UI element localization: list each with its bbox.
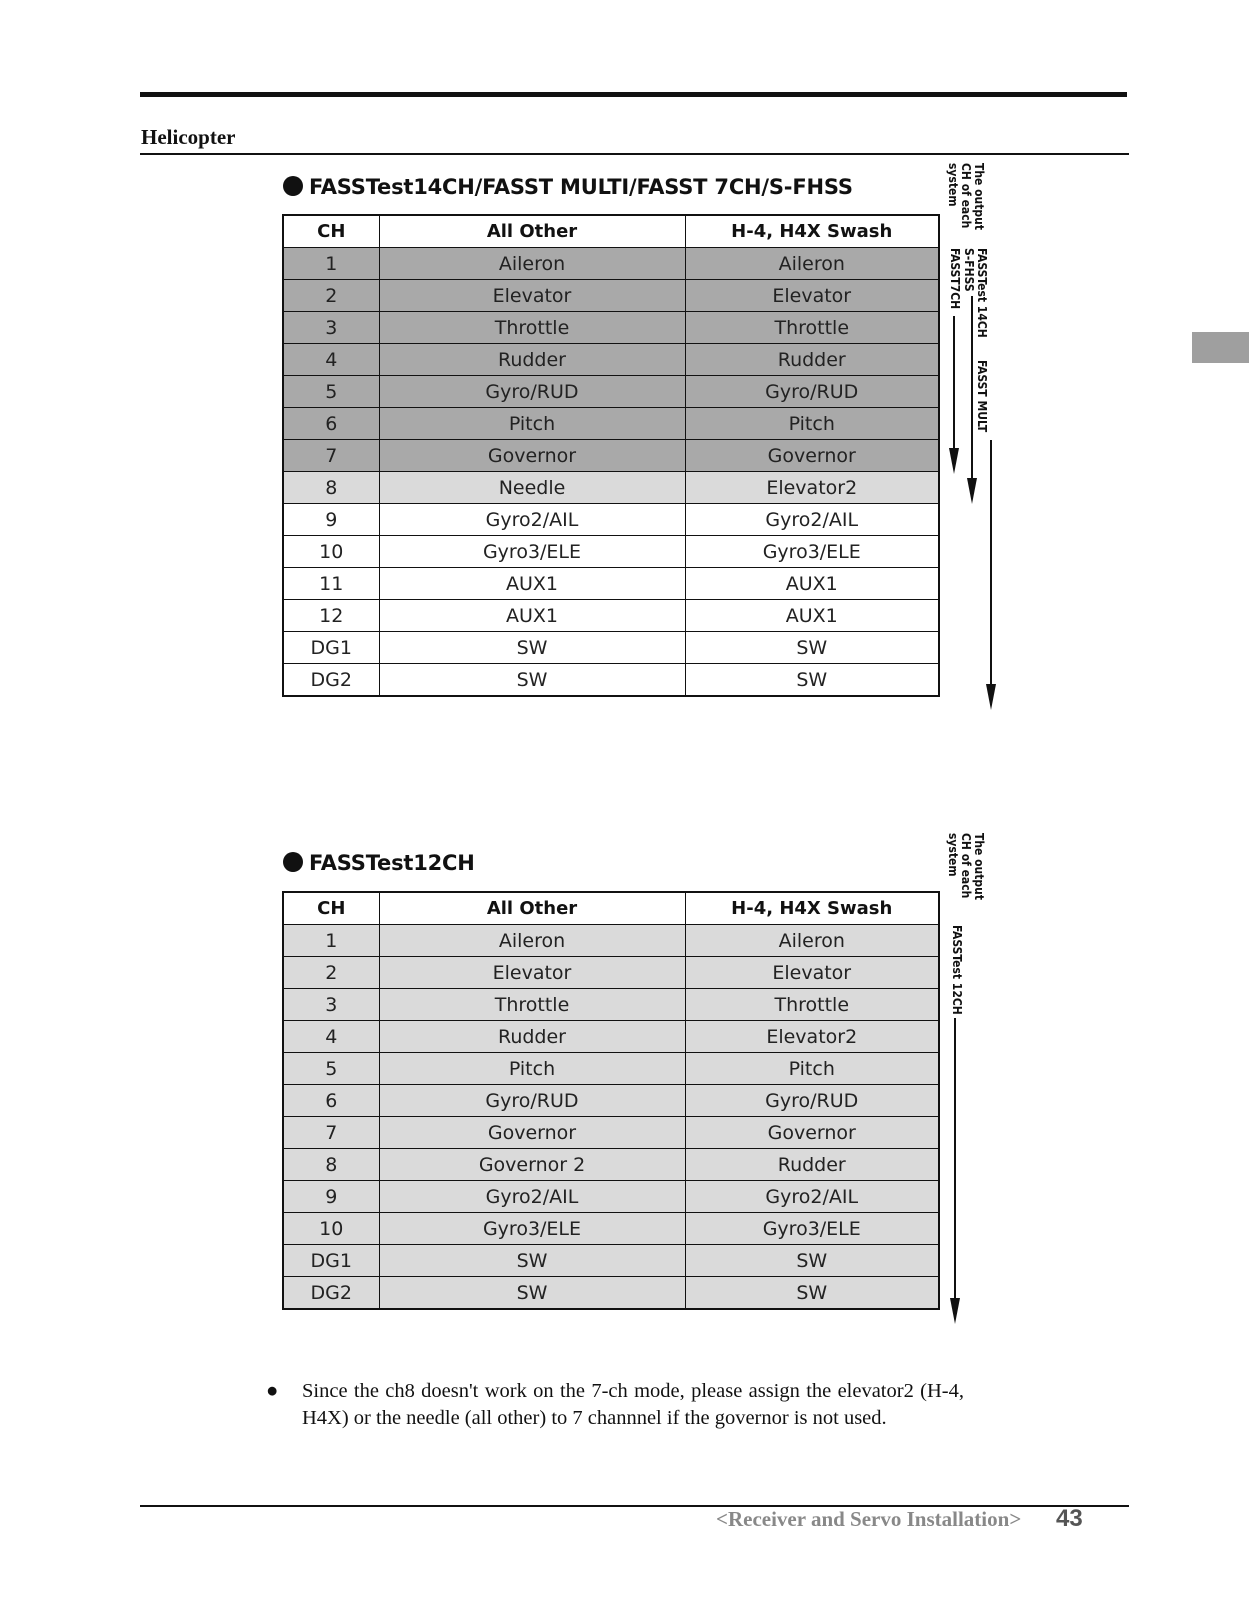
- cell-all-other: AUX1: [379, 600, 685, 632]
- cell-ch: 6: [283, 408, 379, 440]
- table-row: [283, 408, 939, 440]
- cell-ch: DG2: [283, 664, 379, 697]
- cell-all-other: Throttle: [379, 989, 685, 1021]
- table-row: [283, 536, 939, 568]
- cell-ch: 8: [283, 472, 379, 504]
- cell-all-other: Aileron: [379, 248, 685, 280]
- table-row: [283, 1181, 939, 1213]
- header-h4-swash: H-4, H4X Swash: [685, 215, 939, 248]
- cell-h4-swash: Throttle: [685, 312, 939, 344]
- cell-all-other: Rudder: [379, 344, 685, 376]
- table-row: [283, 568, 939, 600]
- table-row: [283, 632, 939, 664]
- note-bullet-icon: ●: [266, 1380, 279, 1402]
- fasstest12ch-arrow-icon: [950, 1298, 960, 1324]
- cell-all-other: Pitch: [379, 1053, 685, 1085]
- cell-h4-swash: Pitch: [685, 408, 939, 440]
- cell-ch: DG2: [283, 1277, 379, 1310]
- caption-line-1: The output: [972, 163, 986, 230]
- cell-all-other: Governor: [379, 1117, 685, 1149]
- table-row: [283, 1277, 939, 1310]
- table2: [282, 891, 940, 1310]
- cell-h4-swash: Elevator: [685, 280, 939, 312]
- cell-h4-swash: Elevator2: [685, 1021, 939, 1053]
- section-rule: [140, 153, 1129, 155]
- bullet-icon: [283, 176, 303, 196]
- cell-ch: DG1: [283, 632, 379, 664]
- table2-side-caption: [946, 833, 985, 900]
- cell-h4-swash: AUX1: [685, 600, 939, 632]
- cell-h4-swash: Governor: [685, 1117, 939, 1149]
- caption-line-3: system: [946, 833, 960, 877]
- table-row: [283, 312, 939, 344]
- table-row: [283, 1053, 939, 1085]
- table-header-row: [283, 892, 939, 925]
- cell-ch: 2: [283, 957, 379, 989]
- table-row: [283, 925, 939, 957]
- cell-ch: 4: [283, 344, 379, 376]
- table-row: [283, 664, 939, 697]
- fasst7ch-arrow-icon: [949, 448, 959, 474]
- cell-h4-swash: SW: [685, 632, 939, 664]
- cell-ch: 12: [283, 600, 379, 632]
- cell-h4-swash: Rudder: [685, 1149, 939, 1181]
- cell-h4-swash: Aileron: [685, 248, 939, 280]
- header-h4-swash: H-4, H4X Swash: [685, 892, 939, 925]
- cell-ch: 6: [283, 1085, 379, 1117]
- cell-all-other: Gyro3/ELE: [379, 536, 685, 568]
- cell-ch: 3: [283, 312, 379, 344]
- cell-all-other: Governor: [379, 440, 685, 472]
- cell-h4-swash: Elevator: [685, 957, 939, 989]
- cell-all-other: Gyro/RUD: [379, 376, 685, 408]
- cell-all-other: Gyro3/ELE: [379, 1213, 685, 1245]
- cell-ch: 11: [283, 568, 379, 600]
- cell-h4-swash: SW: [685, 664, 939, 697]
- header-ch: CH: [283, 892, 379, 925]
- cell-h4-swash: Gyro/RUD: [685, 376, 939, 408]
- cell-all-other: Rudder: [379, 1021, 685, 1053]
- cell-ch: 10: [283, 1213, 379, 1245]
- cell-all-other: Gyro2/AIL: [379, 1181, 685, 1213]
- cell-all-other: Gyro/RUD: [379, 1085, 685, 1117]
- cell-h4-swash: Aileron: [685, 925, 939, 957]
- cell-h4-swash: Gyro3/ELE: [685, 536, 939, 568]
- header-all-other: All Other: [379, 892, 685, 925]
- fasstest14ch-arrow-icon: [986, 684, 996, 710]
- table-row: [283, 1085, 939, 1117]
- cell-all-other: AUX1: [379, 568, 685, 600]
- table-row: [283, 957, 939, 989]
- cell-ch: 9: [283, 504, 379, 536]
- table-row: [283, 1117, 939, 1149]
- note-text: Since the ch8 doesn't work on the 7-ch mode, please assign the elevator2 (H-4, H4X) or the needle (all other) to 7 channnel if the governor is not used.: [302, 1380, 964, 1429]
- cell-h4-swash: Gyro2/AIL: [685, 1181, 939, 1213]
- cell-h4-swash: Gyro/RUD: [685, 1085, 939, 1117]
- cell-all-other: SW: [379, 1277, 685, 1310]
- cell-h4-swash: Throttle: [685, 989, 939, 1021]
- side-tab-marker: [1192, 332, 1249, 363]
- cell-ch: 5: [283, 376, 379, 408]
- cell-all-other: Elevator: [379, 957, 685, 989]
- cell-ch: 7: [283, 1117, 379, 1149]
- cell-ch: 3: [283, 989, 379, 1021]
- table1-side-caption: [946, 163, 985, 230]
- table-row: [283, 248, 939, 280]
- bullet-icon: [283, 852, 303, 872]
- cell-h4-swash: AUX1: [685, 568, 939, 600]
- system-label-s-fhss: S-FHSS: [962, 248, 976, 292]
- table-row: [283, 989, 939, 1021]
- cell-ch: 5: [283, 1053, 379, 1085]
- cell-h4-swash: Gyro2/AIL: [685, 504, 939, 536]
- cell-ch: 1: [283, 248, 379, 280]
- table-row: [283, 600, 939, 632]
- note-paragraph: [266, 1378, 964, 1432]
- table1-heading: [283, 175, 853, 199]
- fasst7ch-range-line: [953, 316, 955, 456]
- cell-ch: 10: [283, 536, 379, 568]
- table-header-row: [283, 215, 939, 248]
- cell-all-other: SW: [379, 664, 685, 697]
- table-row: [283, 376, 939, 408]
- table-row: [283, 1021, 939, 1053]
- table2-heading: [283, 851, 475, 875]
- cell-all-other: Gyro2/AIL: [379, 504, 685, 536]
- cell-ch: 9: [283, 1181, 379, 1213]
- fasstest12ch-range-line: [954, 1018, 956, 1304]
- top-rule: [140, 92, 1127, 97]
- cell-all-other: SW: [379, 632, 685, 664]
- table2-heading-text: FASSTest12CH: [309, 851, 475, 875]
- cell-ch: 7: [283, 440, 379, 472]
- cell-h4-swash: SW: [685, 1245, 939, 1277]
- cell-h4-swash: Pitch: [685, 1053, 939, 1085]
- cell-h4-swash: Governor: [685, 440, 939, 472]
- table1: [282, 214, 940, 697]
- cell-all-other: Aileron: [379, 925, 685, 957]
- cell-h4-swash: Rudder: [685, 344, 939, 376]
- sfhss-arrow-icon: [967, 478, 977, 504]
- system-label-fasstest12ch: FASSTest 12CH: [950, 925, 964, 1015]
- table-row: [283, 440, 939, 472]
- caption-line-2: CH of each: [959, 163, 973, 229]
- caption-line-2: CH of each: [959, 833, 973, 899]
- caption-line-3: system: [946, 163, 960, 207]
- table-row: [283, 1149, 939, 1181]
- cell-ch: 2: [283, 280, 379, 312]
- footer-section-name: <Receiver and Servo Installation>: [716, 1507, 1022, 1531]
- header-ch: CH: [283, 215, 379, 248]
- cell-all-other: Needle: [379, 472, 685, 504]
- fasstest14ch-range-line: [990, 440, 992, 690]
- table-row: [283, 1213, 939, 1245]
- header-all-other: All Other: [379, 215, 685, 248]
- system-label-fasstest14ch: FASSTest 14CH: [975, 248, 989, 338]
- cell-ch: 4: [283, 1021, 379, 1053]
- cell-h4-swash: SW: [685, 1277, 939, 1310]
- cell-all-other: Elevator: [379, 280, 685, 312]
- system-label-fasst7ch: FASST7CH: [948, 248, 962, 310]
- section-title: Helicopter: [141, 125, 236, 149]
- system-label-fasst-mult: FASST MULT: [975, 360, 989, 433]
- table-row: [283, 472, 939, 504]
- table-row: [283, 344, 939, 376]
- cell-all-other: Pitch: [379, 408, 685, 440]
- table-row: [283, 280, 939, 312]
- cell-ch: 1: [283, 925, 379, 957]
- cell-ch: 8: [283, 1149, 379, 1181]
- cell-all-other: Governor 2: [379, 1149, 685, 1181]
- table-row: [283, 1245, 939, 1277]
- table1-heading-text: FASSTest14CH/FASST MULTI/FASST 7CH/S-FHSS: [309, 175, 853, 199]
- cell-all-other: SW: [379, 1245, 685, 1277]
- cell-h4-swash: Gyro3/ELE: [685, 1213, 939, 1245]
- caption-line-1: The output: [972, 833, 986, 900]
- table-row: [283, 504, 939, 536]
- page-number: 43: [1056, 1505, 1083, 1532]
- sfhss-range-line: [971, 296, 973, 484]
- cell-all-other: Throttle: [379, 312, 685, 344]
- cell-ch: DG1: [283, 1245, 379, 1277]
- cell-h4-swash: Elevator2: [685, 472, 939, 504]
